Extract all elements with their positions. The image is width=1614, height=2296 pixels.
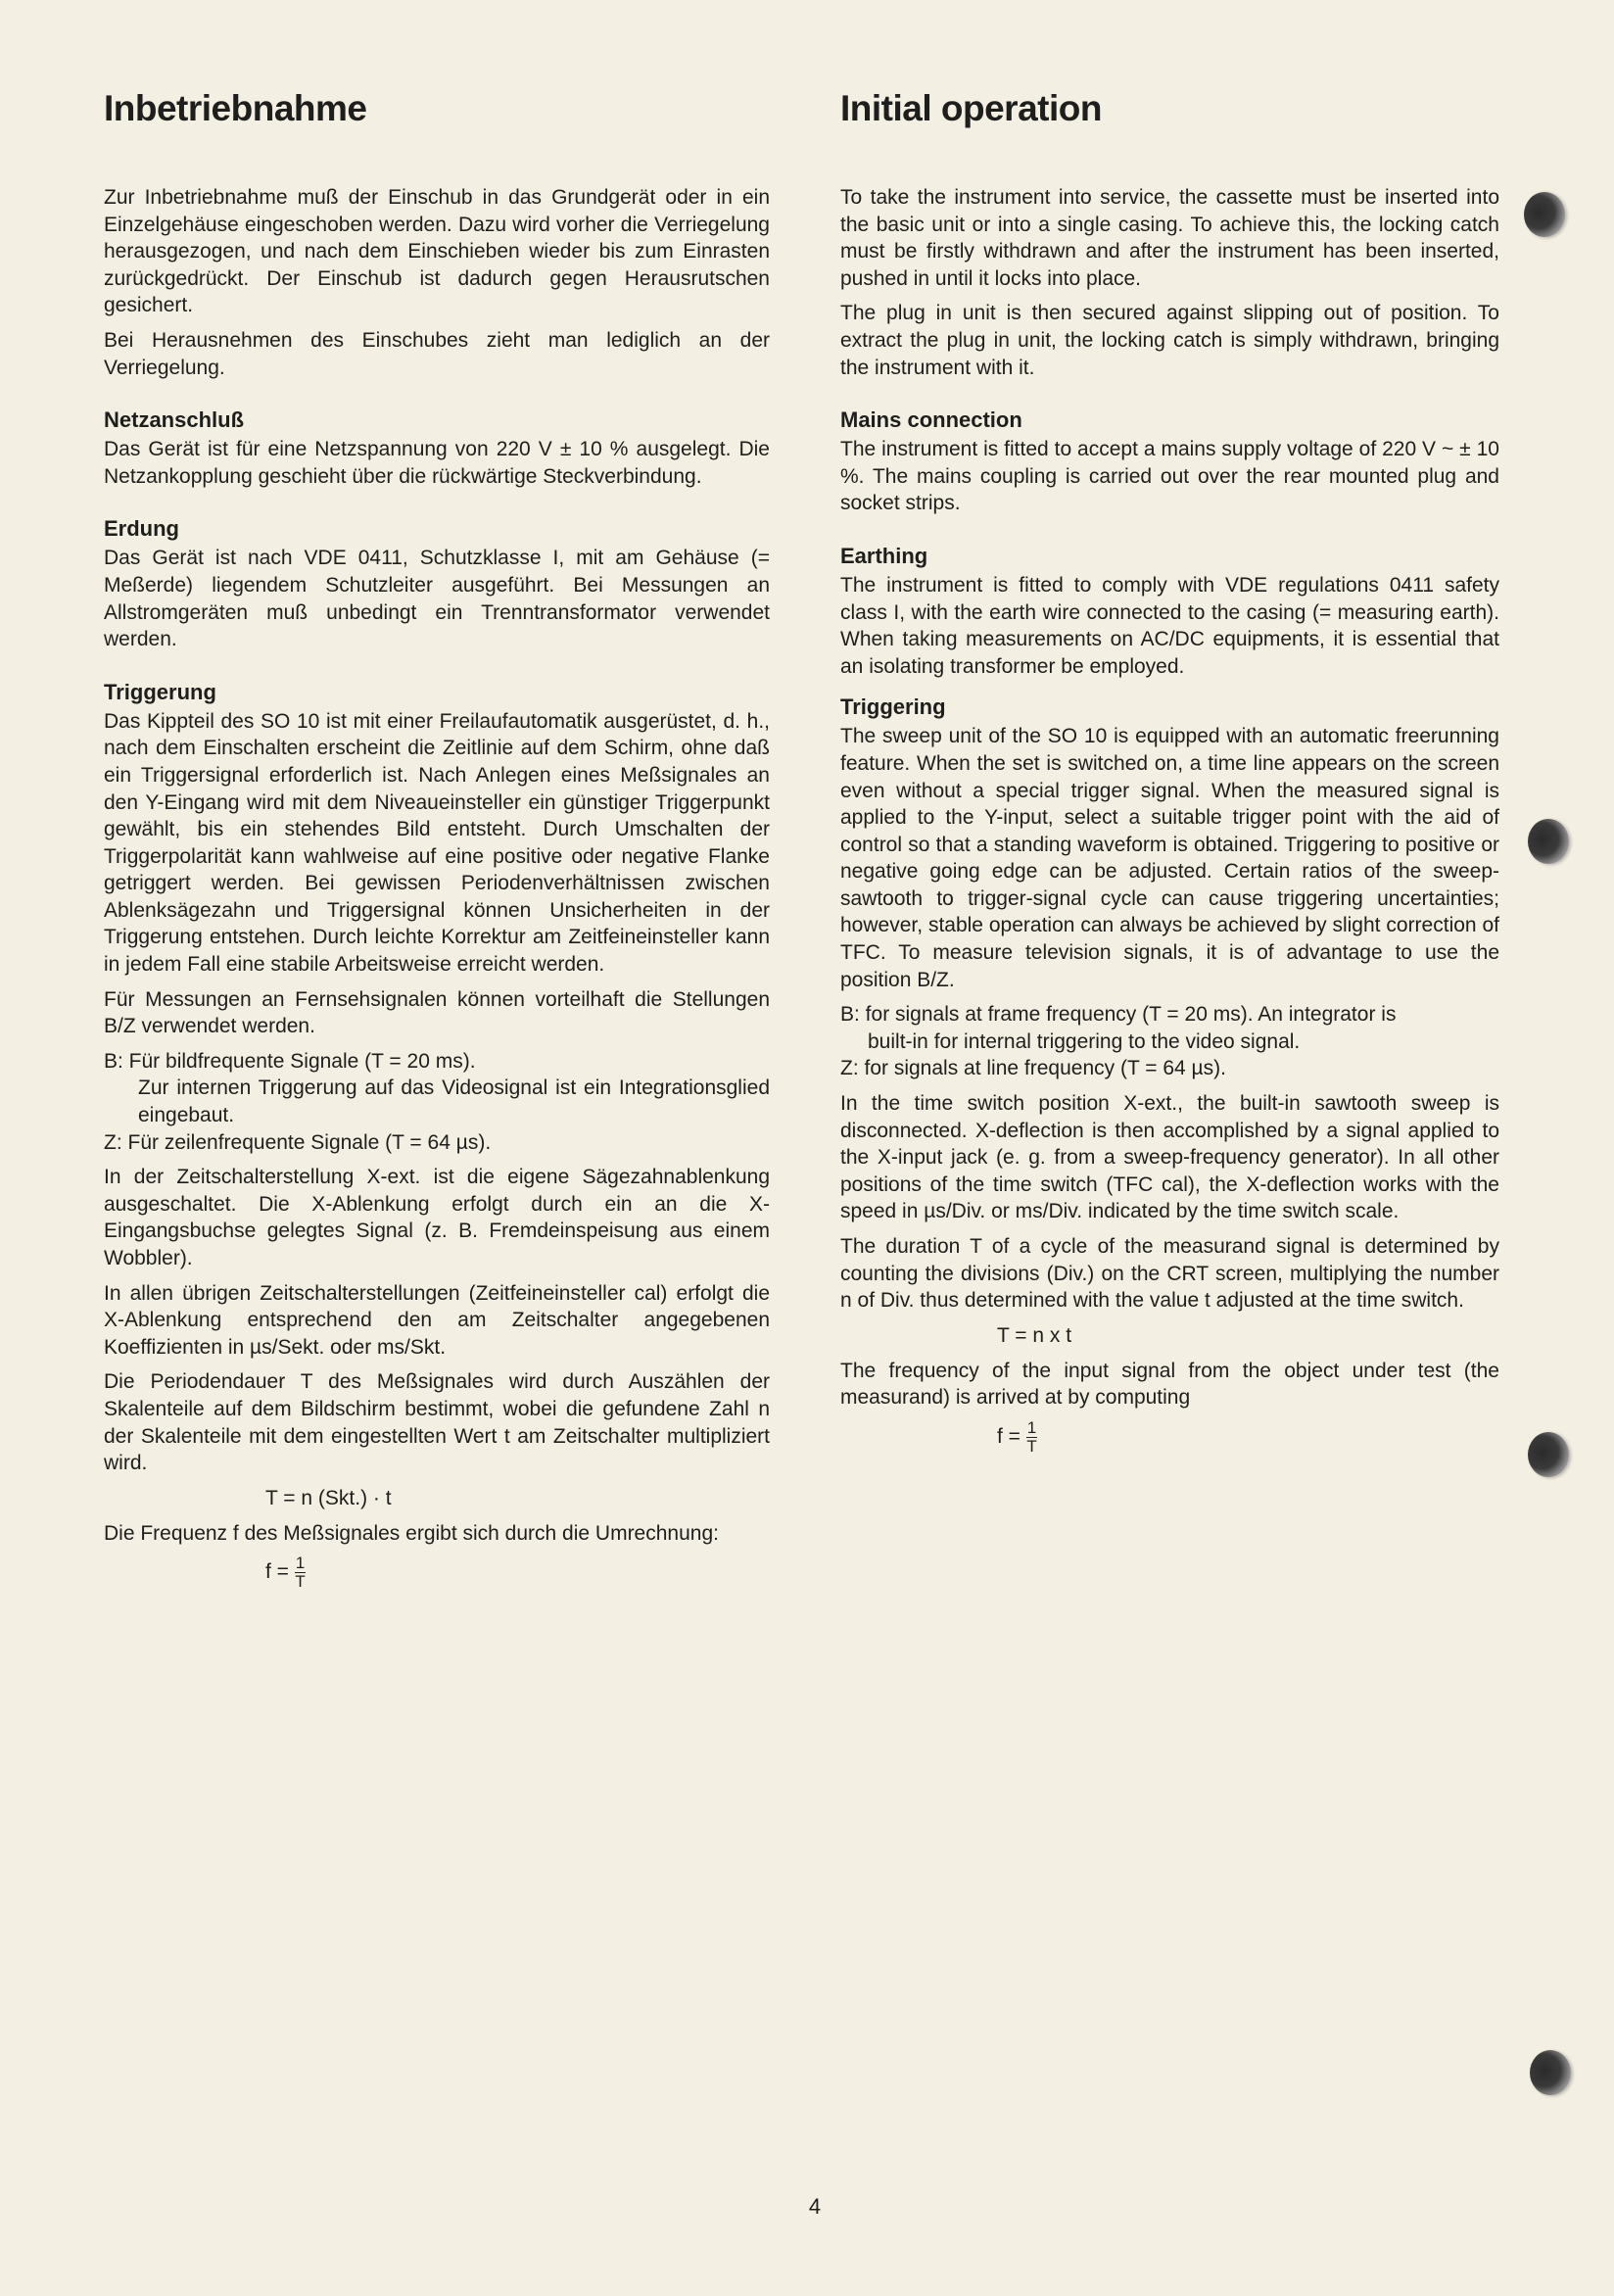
english-intro-paragraph-2: The plug in unit is then secured against slipping out of position. To extract the plug in unit, the locking catch is simply withdrawn, bringing the instrument with it. — [840, 302, 1499, 379]
german-trigger-paragraph-2: Für Messungen an Fernsehsignalen können vorteilhaft die Stellungen B/Z verwendet werden. — [104, 987, 770, 1038]
english-trigger-heading: Triggering — [840, 694, 946, 720]
english-frequency-denominator: T — [1026, 1436, 1037, 1456]
binder-hole-icon — [1528, 1432, 1569, 1477]
english-trigger-b-line: B: for signals at frame frequency (T = 20 ms). An integrator is — [840, 1003, 1397, 1027]
german-trigger-z-line: Z: Für zeilenfrequente Signale (T = 64 µs). — [104, 1130, 492, 1154]
english-trigger-paragraph-1: The sweep unit of the SO 10 is equipped with an automatic freerunning feature. When the set is switched on, a time line appears on the screen even without a special trigger signal. When the measured signal is applied to the Y-input, select a suitable trigger point with the aid of control so that a standing waveform is obtained. Triggering to positive or negative going edge can be adjusted. Certain ratios of the sweep-sawtooth to trigger-signal cycle can cause triggering uncertainties; however, stable operation can always be achieved by slight correction of TFC. To measure television signals, it is of advantage to use the position B/Z. — [840, 725, 1499, 991]
german-trigger-paragraph-1: Das Kippteil des SO 10 ist mit einer Freilaufautomatik ausgerüstet, d. h., nach dem Einschalten erscheint die Zeitlinie auf dem Schirm, ohne daß ein Triggersignal erforderlich ist. Nach Anlegen eines Meßsignales an den Y-Eingang wird mit dem Niveaueinsteller ein günstiger Triggerpunkt gewählt, bis ein stehendes Bild entsteht. Durch Umschalten der Triggerpolarität kann wahlweise auf eine positive oder negative Flanke getriggert werden. Bei gewissen Periodenverhältnissen zwischen Ablenksägezahn und Triggersignal können Unsicherheiten in der Triggerung entstehen. Durch leichte Korrektur am Zeitfeineinsteller kann in jedem Fall eine stabile Arbeitsweise erreicht werden. — [104, 709, 770, 977]
english-column — [840, 82, 1499, 1463]
english-title: Initial operation — [840, 88, 1102, 128]
german-earth-text: Das Gerät ist nach VDE 0411, Schutzklasse I, mit am Gehäuse (= Meßerde) liegendem Schutzleiter ausgeführt. Bei Messungen an Allstromgeräten muß unbedingt ein Trenntransformator verwendet werden. — [104, 547, 770, 651]
german-trigger-b-detail: Zur internen Triggerung auf das Videosignal ist ein Integrationsglied eingebaut. — [138, 1076, 770, 1127]
german-mains-text: Das Gerät ist für eine Netzspannung von 220 V ± 10 % ausgelegt. Die Netzankopplung geschieht über die rückwärtige Steckverbindung. — [104, 438, 770, 488]
english-frequency-fraction — [1026, 1419, 1037, 1456]
english-earth-text: The instrument is fitted to comply with VDE regulations 0411 safety class I, with the earth wire connected to the casing (= measuring earth). When taking measurements on AC/DC equipments, it is essential that an isolating transformer be employed. — [840, 573, 1499, 678]
german-trigger-b-line: B: Für bildfrequente Signale (T = 20 ms). — [104, 1049, 476, 1073]
german-frequency-fraction — [295, 1555, 306, 1591]
german-trigger-paragraph-5: Die Periodendauer T des Meßsignales wird durch Auszählen der Skalenteile auf dem Bildschirm bestimmt, wobei die gefundene Zahl n der Skalenteile mit dem eingestellten Wert t am Zeitschalter multipliziert wird. — [104, 1370, 770, 1475]
english-frequency-lhs: f = — [997, 1425, 1021, 1449]
binder-hole-icon — [1530, 2050, 1571, 2095]
english-earth-heading: Earthing — [840, 543, 928, 568]
english-mains-text: The instrument is fitted to accept a mains supply voltage of 220 V ~ ± 10 %. The mains coupling is carried out over the rear mounted plug and socket strips. — [840, 438, 1499, 515]
english-intro-paragraph-1: To take the instrument into service, the cassette must be inserted into the basic unit or into a single casing. To achieve this, the locking catch must be firstly withdrawn and after the instrument has been inserted, pushed in until it locks into place. — [840, 186, 1499, 290]
english-trigger-b-detail: built-in for internal triggering to the video signal. — [868, 1029, 1301, 1053]
english-period-formula: T = n x t — [997, 1323, 1072, 1347]
english-mains-heading: Mains connection — [840, 407, 1022, 433]
english-trigger-paragraph-5: The frequency of the input signal from the object under test (the measurand) is arrived at by computing — [840, 1359, 1499, 1410]
page-number: 4 — [808, 2194, 822, 2219]
german-frequency-denominator: T — [295, 1572, 306, 1592]
german-mains-heading: Netzanschluß — [104, 407, 245, 433]
german-period-formula: T = n (Skt.) · t — [265, 1486, 392, 1509]
german-trigger-paragraph-3: In der Zeitschalterstellung X-ext. ist die eigene Sägezahnablenkung ausgeschaltet. Die X-Ablenkung erfolgt durch ein an die X-Eingangsbuchse gelegtes Signal (z. B. Fremdeinspeisung aus einem Wobbler). — [104, 1166, 770, 1269]
german-column — [104, 82, 770, 1599]
binder-hole-icon — [1524, 192, 1565, 237]
binder-hole-icon — [1528, 819, 1569, 864]
german-intro-paragraph-1: Zur Inbetriebnahme muß der Einschub in das Grundgerät oder in ein Einzelgehäuse eingeschoben werden. Dazu wird vorher die Verriegelung herausgezogen, und nach dem Einschieben wieder bis zum Einrasten zurückgedrückt. Der Einschub ist dadurch gegen Herausrutschen gesichert. — [104, 186, 770, 317]
german-trigger-heading: Triggerung — [104, 679, 216, 704]
german-frequency-lhs: f = — [265, 1560, 289, 1584]
english-trigger-paragraph-4: The duration T of a cycle of the measurand signal is determined by counting the divisions (Div.) on the CRT screen, multiplying the number n of Div. thus determined with the value t adjusted at the time switch. — [840, 1235, 1499, 1313]
english-frequency-numerator: 1 — [1026, 1417, 1037, 1437]
german-title: Inbetriebnahme — [104, 88, 367, 128]
english-frequency-formula — [840, 1419, 1499, 1456]
german-frequency-numerator: 1 — [295, 1554, 306, 1573]
english-trigger-paragraph-3: In the time switch position X-ext., the built-in sawtooth sweep is disconnected. X-deflection is then accomplished by a signal applied to the X-input jack (e. g. from a sweep-frequency generator). In all other positions of the time switch (TFC cal), the X-deflection works with the speed in µs/Div. or ms/Div. indicated by the time switch scale. — [840, 1092, 1499, 1223]
english-trigger-z-line: Z: for signals at line frequency (T = 64 µs). — [840, 1057, 1226, 1080]
german-intro-paragraph-2: Bei Herausnehmen des Einschubes zieht man lediglich an der Verriegelung. — [104, 328, 770, 379]
german-trigger-paragraph-4: In allen übrigen Zeitschalterstellungen (Zeitfeineinsteller cal) erfolgt die X-Ablenkung entsprechend den am Zeitschalter angegebenen Koeffizienten in µs/Sekt. oder ms/Skt. — [104, 1281, 770, 1359]
german-earth-heading: Erdung — [104, 516, 179, 542]
german-trigger-paragraph-6: Die Frequenz f des Meßsignales ergibt sich durch die Umrechnung: — [104, 1521, 719, 1545]
german-frequency-formula — [104, 1555, 770, 1591]
